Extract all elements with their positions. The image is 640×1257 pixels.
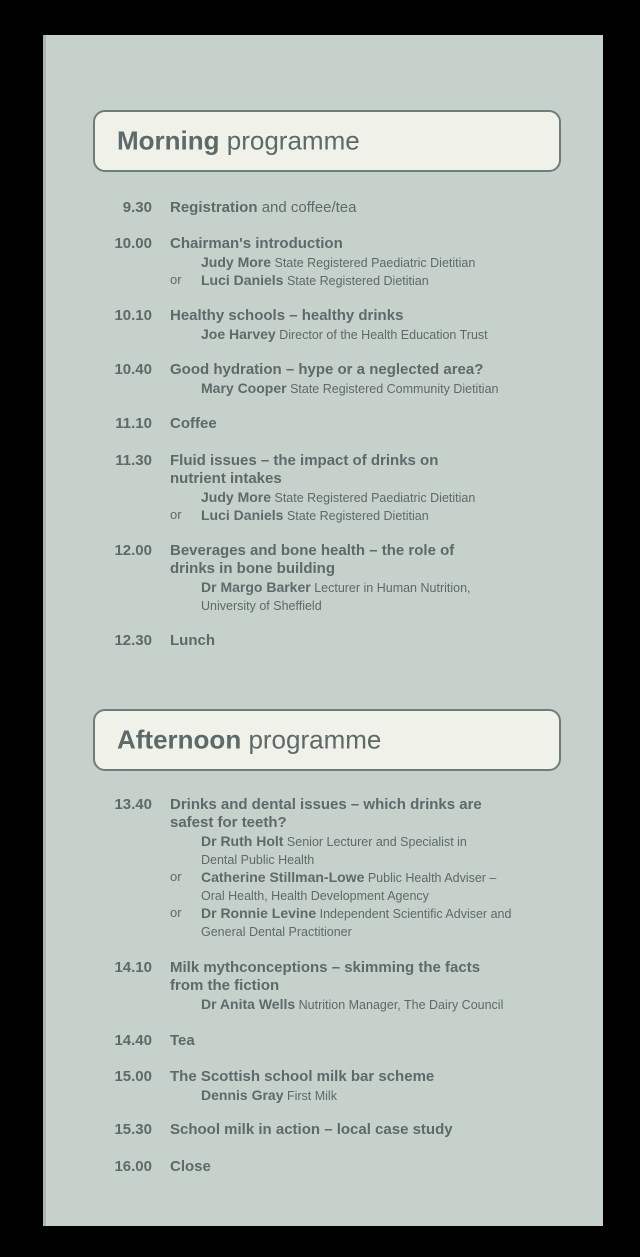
slot-time: 9.30 — [122, 199, 152, 216]
speaker-role: State Registered Dietitian — [286, 509, 429, 523]
speaker-name: Catherine Stillman-Lowe — [201, 869, 365, 885]
speaker-name: Judy More — [201, 489, 272, 505]
speaker-name: Dr Anita Wells — [201, 996, 296, 1012]
slot-title — [170, 796, 550, 832]
slot-time: 10.10 — [114, 307, 152, 324]
afternoon-header — [93, 709, 561, 771]
speaker-role: Nutrition Manager, The Dairy Council — [298, 998, 504, 1012]
slot-time: 14.10 — [114, 959, 152, 976]
slot-title: School milk in action – local case study — [170, 1121, 453, 1138]
slot-title-main: Registration — [170, 199, 258, 216]
slot-time: 11.10 — [115, 415, 152, 432]
slot-title-line1: Fluid issues – the impact of drinks on — [170, 452, 439, 469]
speaker-role: State Registered Paediatric Dietitian — [274, 491, 476, 505]
speaker-or: or — [170, 905, 182, 920]
afternoon-header-strong: Afternoon — [117, 724, 242, 755]
slot-time: 15.30 — [114, 1121, 152, 1138]
slot-title-line1: Beverages and bone health – the role of — [170, 542, 455, 559]
speaker-role-line2: Dental Public Health — [201, 853, 315, 867]
slot-title: Good hydration – hype or a neglected area? — [170, 361, 484, 378]
speaker-role: Independent Scientific Adviser and — [319, 907, 512, 921]
speaker-role-line2: University of Sheffield — [201, 599, 322, 613]
morning-header-rest: programme — [226, 125, 360, 156]
slot-title: Close — [170, 1158, 211, 1175]
speaker-name: Dr Ruth Holt — [201, 833, 284, 849]
speaker-role: State Registered Community Dietitian — [290, 382, 499, 396]
slot-title — [170, 959, 550, 995]
slot-title-line2: safest for teeth? — [170, 814, 287, 831]
morning-header-strong: Morning — [117, 125, 220, 156]
speaker-name: Luci Daniels — [201, 272, 284, 288]
afternoon-header-title — [117, 725, 381, 756]
speaker-role-line2: Oral Health, Health Development Agency — [201, 889, 429, 903]
slot-title-line1: Milk mythconceptions – skimming the facts — [170, 959, 481, 976]
slot-title-line2: from the fiction — [170, 977, 280, 994]
slot-title: The Scottish school milk bar scheme — [170, 1068, 435, 1085]
slot-title-line2: nutrient intakes — [170, 470, 282, 487]
speaker-or: or — [170, 272, 182, 287]
speaker-name: Judy More — [201, 254, 272, 270]
speaker-name: Luci Daniels — [201, 507, 284, 523]
slot-title: Healthy schools – healthy drinks — [170, 307, 404, 324]
speaker-role: Director of the Health Education Trust — [279, 328, 488, 342]
slot-title-line1: Drinks and dental issues – which drinks are — [170, 796, 482, 813]
speaker-or: or — [170, 869, 182, 884]
slot-time: 12.30 — [114, 632, 152, 649]
speaker-name: Joe Harvey — [201, 326, 276, 342]
slot-time: 15.00 — [114, 1068, 152, 1085]
speaker-or: or — [170, 507, 182, 522]
speaker-role: State Registered Dietitian — [286, 274, 429, 288]
morning-header — [93, 110, 561, 172]
morning-header-title — [117, 126, 360, 157]
slot-title: Tea — [170, 1032, 195, 1049]
slot-title — [170, 542, 550, 578]
slot-time: 11.30 — [115, 452, 152, 469]
speaker-role: Lecturer in Human Nutrition, — [314, 581, 471, 595]
slot-time: 10.00 — [114, 235, 152, 252]
slot-time: 14.40 — [114, 1032, 152, 1049]
afternoon-header-rest: programme — [248, 724, 382, 755]
speaker-role-line2: General Dental Practitioner — [201, 925, 352, 939]
speaker-name: Dennis Gray — [201, 1087, 284, 1103]
slot-title: Chairman's introduction — [170, 235, 343, 252]
speaker-role: First Milk — [286, 1089, 337, 1103]
speaker-role: State Registered Paediatric Dietitian — [274, 256, 476, 270]
slot-title: Coffee — [170, 415, 217, 432]
slot-title: Lunch — [170, 632, 215, 649]
slot-time: 16.00 — [114, 1158, 152, 1175]
slot-time: 10.40 — [114, 361, 152, 378]
slot-time: 13.40 — [114, 796, 152, 813]
speaker-role: Senior Lecturer and Specialist in — [286, 835, 467, 849]
slot-title — [170, 452, 550, 488]
speaker-name: Dr Ronnie Levine — [201, 905, 317, 921]
slot-title-line2: drinks in bone building — [170, 560, 335, 577]
speaker-name: Dr Margo Barker — [201, 579, 311, 595]
slot-title-rest: and coffee/tea — [261, 199, 357, 216]
speaker-role: Public Health Adviser – — [367, 871, 497, 885]
sheet-edge — [43, 35, 46, 1226]
slot-time: 12.00 — [114, 542, 152, 559]
slot-title — [170, 199, 550, 217]
speaker-name: Mary Cooper — [201, 380, 287, 396]
